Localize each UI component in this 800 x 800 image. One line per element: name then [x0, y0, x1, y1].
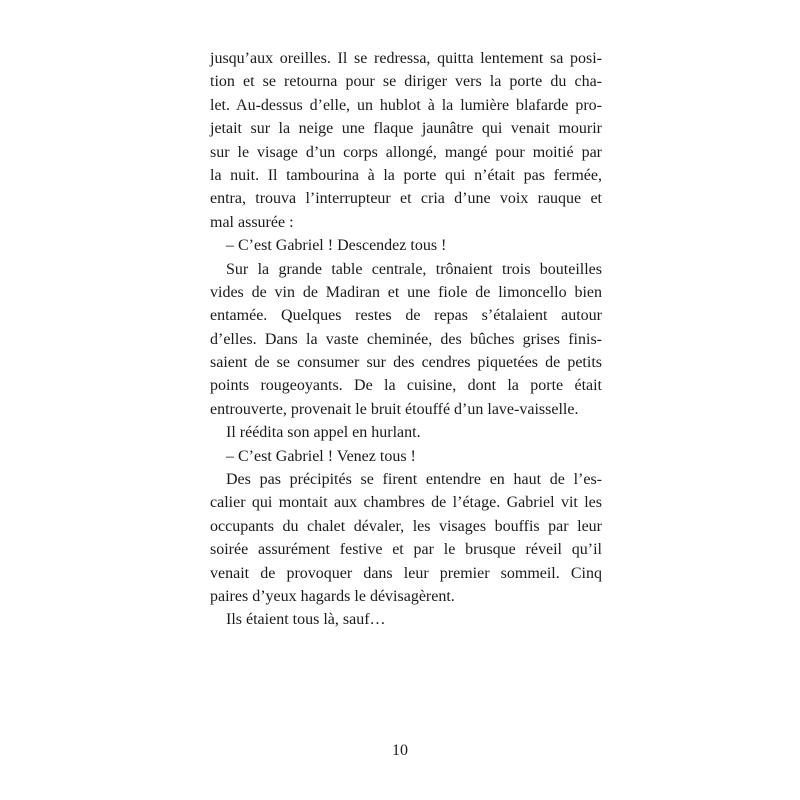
text-line: sur le visage d’un corps allongé, mangé pour moitié par [210, 143, 602, 161]
page-number: 10 [392, 742, 408, 759]
text-line: Des pas précipités se firent entendre en haut de l’es- [226, 471, 602, 489]
text-line: entamée. Quelques restes de repas s’étalaient autour [210, 307, 602, 325]
paragraph [210, 468, 602, 608]
text-line: entrouverte, provenait le bruit étouffé d’un lave-vaisselle. [210, 400, 579, 418]
text-line: points rougeoyants. De la cuisine, dont la porte était [210, 377, 602, 395]
text-line: saient de se consumer sur des cendres piquetées de petits [210, 354, 602, 372]
paragraph [210, 608, 602, 631]
text-line: vides de vin de Madiran et une fiole de limoncello bien [210, 283, 602, 301]
text-line: Il réédita son appel en hurlant. [226, 424, 421, 442]
paragraph [210, 258, 602, 422]
text-line: occupants du chalet dévaler, les visages bouffis par leur [210, 517, 602, 535]
text-line: tion et se retourna pour se diriger vers la porte du cha- [210, 73, 602, 91]
text-line: venait de provoquer dans leur premier sommeil. Cinq [210, 564, 602, 582]
text-line: mal assurée : [210, 213, 294, 231]
text-line: Sur la grande table centrale, trônaient trois bouteilles [226, 260, 602, 278]
text-line: soirée assurément festive et par le brusque réveil qu’il [210, 541, 602, 559]
text-line: let. Au-dessus d’elle, un hublot à la lumière blafarde pro- [210, 96, 602, 114]
text-line: – C’est Gabriel ! Venez tous ! [226, 447, 416, 465]
paragraph [210, 421, 602, 444]
paragraph [210, 234, 602, 257]
text-line: – C’est Gabriel ! Descendez tous ! [226, 237, 447, 255]
text-line: d’elles. Dans la vaste cheminée, des bûches grises finis- [210, 330, 602, 348]
paragraph [210, 47, 602, 234]
body-text [210, 47, 602, 632]
paragraph [210, 445, 602, 468]
text-line: jetait sur la neige une flaque jaunâtre qui venait mourir [210, 120, 602, 138]
text-line: la nuit. Il tambourina à la porte qui n’était pas fermée, [210, 166, 602, 184]
text-line: entra, trouva l’interrupteur et cria d’une voix rauque et [210, 190, 602, 208]
text-line: paires d’yeux hagards le dévisagèrent. [210, 587, 455, 605]
text-line: Ils étaient tous là, sauf… [226, 611, 386, 629]
text-line: calier qui montait aux chambres de l’étage. Gabriel vit les [210, 494, 602, 512]
text-line: jusqu’aux oreilles. Il se redressa, quitta lentement sa posi- [210, 50, 602, 67]
